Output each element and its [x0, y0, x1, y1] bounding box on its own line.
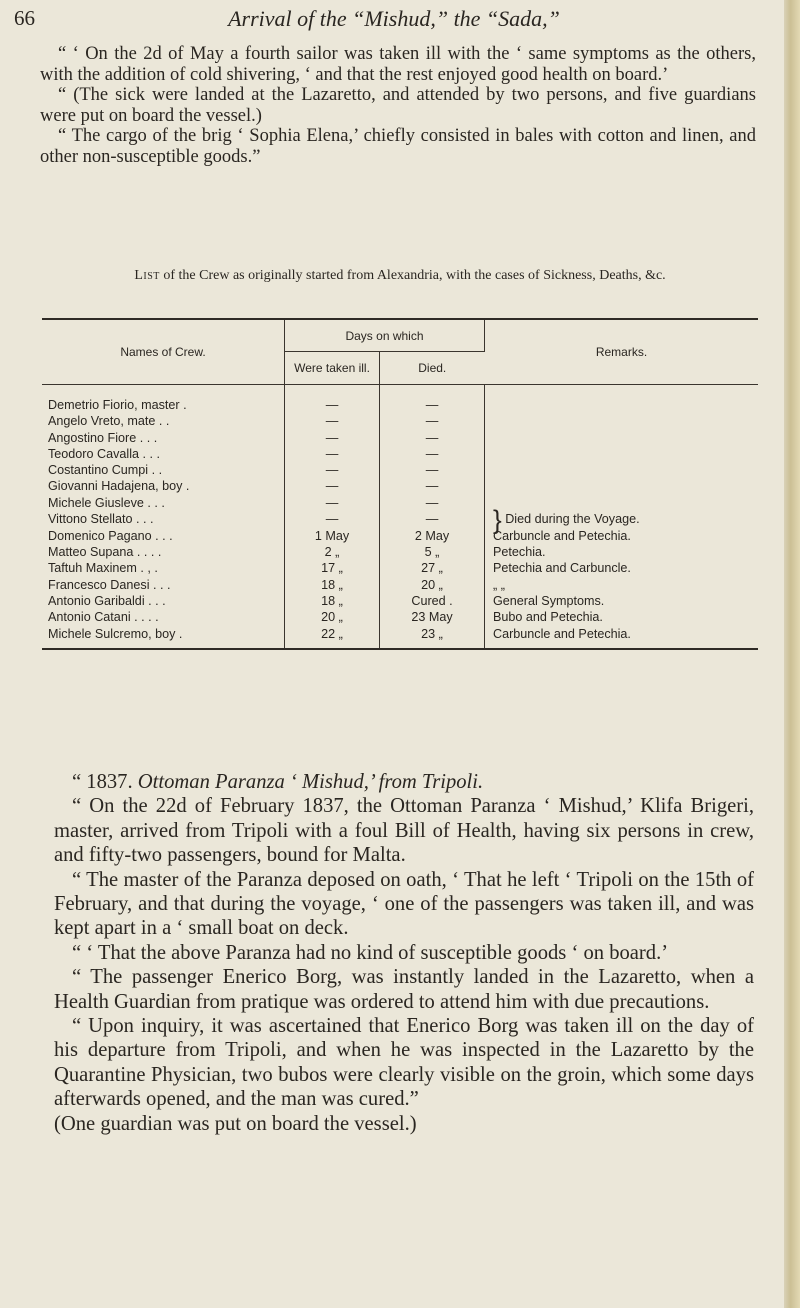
crew-row	[42, 446, 758, 462]
remarks-cell: General Symptoms.	[493, 593, 605, 608]
col-names-header: Names of Crew.	[42, 320, 285, 385]
remarks-cell	[485, 478, 759, 494]
taken-ill-cell: 1 May	[285, 528, 380, 544]
remarks-cell	[485, 495, 759, 511]
remarks-cell: Carbuncle and Petechia.	[493, 528, 631, 543]
paragraph: “ (The sick were landed at the Lazaretto, and attended by two persons, and five guardians were put on board the vessel.)	[40, 85, 756, 126]
died-cell: —	[380, 397, 485, 413]
taken-ill-cell: 2 „	[285, 544, 380, 560]
crew-table	[42, 318, 758, 650]
running-title: Arrival of the “Mishud,” the “Sada,”	[228, 6, 560, 31]
crew-name-cell: Domenico Pagano . . .	[42, 528, 285, 544]
crew-name-cell: Angostino Fiore . . .	[42, 430, 285, 446]
taken-ill-cell: 17 „	[285, 560, 380, 576]
crew-row	[42, 462, 758, 478]
section-year: “ 1837.	[72, 771, 133, 793]
crew-name-cell: Teodoro Cavalla . . .	[42, 446, 285, 462]
paragraph: “ Upon inquiry, it was ascertained that Enerico Borg was taken ill on the day of his departure from Tripoli, and when he was inspected in the Lazaretto by the Quarantine Physician, two bubos were clearly visible on the groin, which some days afterwards opened, and the man was cured.”	[54, 1015, 754, 1111]
taken-ill-cell: —	[285, 430, 380, 446]
died-cell: —	[380, 495, 485, 511]
crew-row	[42, 511, 758, 528]
remarks-cell: Petechia and Carbuncle.	[493, 561, 631, 576]
crew-row	[42, 626, 758, 642]
col-ill-header: Were taken ill.	[285, 352, 380, 385]
remarks-cell	[485, 504, 759, 535]
taken-ill-cell: 18 „	[285, 593, 380, 609]
section-body	[54, 770, 754, 1136]
taken-ill-cell: 20 „	[285, 609, 380, 625]
crew-name-cell: Angelo Vreto, mate . .	[42, 413, 285, 429]
died-cell: 27 „	[380, 560, 485, 576]
crew-name-cell: Antonio Garibaldi . . .	[42, 593, 285, 609]
paragraph: “ The master of the Paranza deposed on oath, ‘ That he left ‘ Tripoli on the 15th of February, and that during the voyage, ‘ one of the passengers was taken ill, and was kept apart in a ‘ small boat on deck.	[54, 868, 754, 940]
remarks-cell	[485, 397, 759, 413]
taken-ill-cell: —	[285, 478, 380, 494]
crew-row	[42, 528, 758, 544]
died-cell: —	[380, 511, 485, 528]
col-days-header: Days on which	[285, 320, 485, 352]
remarks-cell	[485, 462, 759, 478]
died-cell: —	[380, 413, 485, 429]
crew-name-cell: Costantino Cumpi . .	[42, 462, 285, 478]
paragraph: “ On the 22d of February 1837, the Ottoman Paranza ‘ Mishud,’ Klifa Brigeri, master, arrived from Tripoli with a foul Bill of Health, having six persons in crew, and fifty-two passengers, bound for Malta.	[54, 795, 754, 867]
col-remarks-header: Remarks.	[485, 320, 759, 385]
remarks-cell	[485, 413, 759, 429]
taken-ill-cell: —	[285, 413, 380, 429]
remarks-cell: „ „	[493, 577, 505, 592]
remarks-cell	[485, 430, 759, 446]
died-cell: 5 „	[380, 544, 485, 560]
section-title: Ottoman Paranza ‘ Mishud,’ from Tripoli.	[137, 771, 484, 793]
taken-ill-cell: —	[285, 495, 380, 511]
page-edge	[784, 0, 800, 1308]
died-cell: Cured .	[380, 593, 485, 609]
died-cell: —	[380, 430, 485, 446]
crew-name-cell: Vittono Stellato . . .	[42, 511, 285, 528]
section-heading	[54, 770, 754, 794]
taken-ill-cell: 18 „	[285, 577, 380, 593]
crew-name-cell: Francesco Danesi . . .	[42, 577, 285, 593]
crew-row	[42, 430, 758, 446]
died-cell: —	[380, 462, 485, 478]
crew-row	[42, 397, 758, 413]
page-number: 66	[14, 6, 35, 30]
died-cell: 2 May	[380, 528, 485, 544]
crew-list-heading	[40, 267, 760, 284]
taken-ill-cell: —	[285, 446, 380, 462]
col-died-header: Died.	[380, 352, 485, 385]
crew-name-cell: Giovanni Hadajena, boy .	[42, 478, 285, 494]
crew-row	[42, 577, 758, 593]
remarks-cell	[485, 446, 759, 462]
crew-rows	[42, 397, 758, 642]
crew-name-cell: Michele Sulcremo, boy .	[42, 626, 285, 642]
crew-row	[42, 495, 758, 511]
crew-row	[42, 544, 758, 560]
taken-ill-cell: 22 „	[285, 626, 380, 642]
crew-name-cell: Taftuh Maxinem . , .	[42, 560, 285, 576]
list-heading-lead: List	[134, 268, 160, 283]
list-heading-text: of the Crew as originally started from Alexandria, with the cases of Sickness, Deaths, &c.	[159, 268, 666, 283]
died-cell: 23 May	[380, 609, 485, 625]
top-paragraphs	[40, 44, 756, 167]
paragraph: “ The passenger Enerico Borg, was instantly landed in the Lazaretto, when a Health Guardian from pratique was ordered to attend him with due precautions.	[54, 966, 754, 1013]
page-header	[14, 6, 774, 36]
taken-ill-cell: —	[285, 462, 380, 478]
paragraph: “ ‘ On the 2d of May a fourth sailor was taken ill with the ‘ same symptoms as the others, with the addition of cold shivering, ‘ and that the rest enjoyed good health on board.’	[40, 44, 756, 85]
brace-mark: }	[493, 504, 502, 535]
crew-row	[42, 593, 758, 609]
died-cell: 23 „	[380, 626, 485, 642]
died-cell: —	[380, 446, 485, 462]
died-cell: 20 „	[380, 577, 485, 593]
crew-name-cell: Matteo Supana . . . .	[42, 544, 285, 560]
paragraph: “ The cargo of the brig ‘ Sophia Elena,’ chiefly consisted in bales with cotton and linen, and other non-susceptible goods.”	[40, 126, 756, 167]
crew-name-cell: Antonio Catani . . . .	[42, 609, 285, 625]
taken-ill-cell: —	[285, 397, 380, 413]
taken-ill-cell: —	[285, 511, 380, 528]
crew-row	[42, 413, 758, 429]
paragraph: (One guardian was put on board the vessel.)	[54, 1112, 417, 1135]
died-cell: —	[380, 478, 485, 494]
remarks-cell: Carbuncle and Petechia.	[493, 626, 631, 641]
remarks-cell: Petechia.	[493, 545, 546, 560]
crew-row	[42, 609, 758, 625]
remarks-cell: Bubo and Petechia.	[493, 610, 603, 625]
crew-row	[42, 478, 758, 494]
crew-name-cell: Michele Giusleve . . .	[42, 495, 285, 511]
crew-row	[42, 560, 758, 576]
crew-name-cell: Demetrio Fiorio, master .	[42, 397, 285, 413]
paragraph: “ ‘ That the above Paranza had no kind of susceptible goods ‘ on board.’	[72, 941, 669, 964]
remarks-text: Died during the Voyage.	[505, 512, 640, 527]
